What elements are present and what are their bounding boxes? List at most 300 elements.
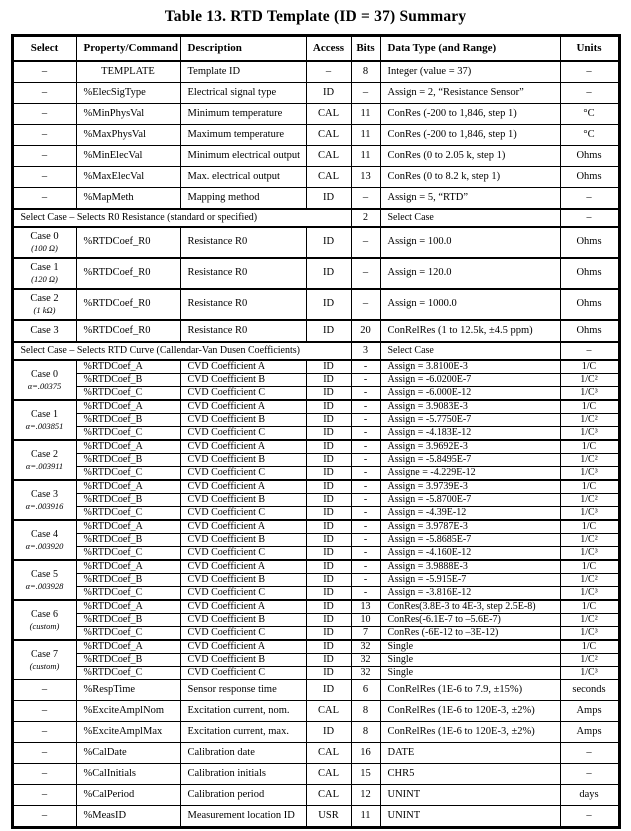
cell-units: 1/C [560, 360, 619, 374]
cell-select [12, 188, 76, 210]
cell-description: CVD Coefficient C [180, 427, 306, 441]
cell-units: 1/C³ [560, 507, 619, 521]
cell-property: %RTDCoef_C [76, 387, 180, 401]
cell-property: %RTDCoef_A [76, 640, 180, 654]
cell-property: %RTDCoef_B [76, 574, 180, 587]
case-label: – [41, 683, 48, 695]
cell-datatype: CHR5 [380, 764, 560, 785]
case-label: – [41, 788, 48, 800]
cell-access: ID [306, 547, 351, 561]
cell-select [12, 167, 76, 188]
cell-property: %MeasID [76, 806, 180, 828]
cell-access: ID [306, 534, 351, 547]
case-label: – [41, 191, 48, 203]
cell-property: %RTDCoef_A [76, 600, 180, 614]
cell-access: ID [306, 480, 351, 494]
cell-select [12, 400, 76, 440]
cell-access: CAL [306, 104, 351, 125]
cell-datatype: Single [380, 667, 560, 680]
cell-select [12, 227, 76, 258]
cell-datatype: Single [380, 654, 560, 667]
cell-units: Ohms [560, 146, 619, 167]
cell-select [12, 560, 76, 600]
cell-access: ID [306, 722, 351, 743]
cell-description: Template ID [180, 61, 306, 83]
cell-description: Maximum temperature [180, 125, 306, 146]
cell-datatype: Assign = -5.8700E-7 [380, 494, 560, 507]
table-row [12, 440, 619, 454]
cell-bits: - [351, 520, 380, 534]
cell-units: 1/C³ [560, 467, 619, 481]
table-row [12, 494, 619, 507]
cell-units: Ohms [560, 289, 619, 320]
cell-select [12, 520, 76, 560]
table-row [12, 374, 619, 387]
cell-bits: 7 [351, 627, 380, 641]
cell-description: CVD Coefficient A [180, 520, 306, 534]
cell-description: Minimum electrical output [180, 146, 306, 167]
cell-units: – [560, 806, 619, 828]
table-row [12, 547, 619, 561]
cell-description: Calibration initials [180, 764, 306, 785]
cell-bits: - [351, 360, 380, 374]
cell-bits: 11 [351, 104, 380, 125]
cell-select [12, 806, 76, 828]
cell-units: 1/C² [560, 534, 619, 547]
cell-description: CVD Coefficient B [180, 454, 306, 467]
cell-access: ID [306, 320, 351, 342]
table-row [12, 680, 619, 701]
cell-description: Sensor response time [180, 680, 306, 701]
case-label: Case 3 [31, 489, 58, 501]
cell-property: %RTDCoef_A [76, 480, 180, 494]
cell-access: ID [306, 360, 351, 374]
cell-datatype: Assign = -6.0200E-7 [380, 374, 560, 387]
cell-units: 1/C² [560, 614, 619, 627]
cell-units: 1/C² [560, 374, 619, 387]
cell-datatype: Assign = -5.7750E-7 [380, 414, 560, 427]
cell-property: %RTDCoef_R0 [76, 227, 180, 258]
cell-units: 1/C² [560, 494, 619, 507]
cell-datatype: ConRelRes (1E-6 to 7.9, ±15%) [380, 680, 560, 701]
cell-description: CVD Coefficient C [180, 667, 306, 680]
table-row [12, 574, 619, 587]
cell-property: TEMPLATE [76, 61, 180, 83]
table-row [12, 667, 619, 680]
cell-property: %RTDCoef_A [76, 400, 180, 414]
cell-datatype: ConRes (-6E-12 to –3E-12) [380, 627, 560, 641]
cell-units: Ohms [560, 258, 619, 289]
cell-access: – [306, 61, 351, 83]
cell-datatype: ConRelRes (1 to 12.5k, ±4.5 ppm) [380, 320, 560, 342]
table-row [12, 520, 619, 534]
cell-access: ID [306, 680, 351, 701]
cell-property: %MinPhysVal [76, 104, 180, 125]
cell-access: ID [306, 83, 351, 104]
cell-bits: - [351, 440, 380, 454]
cell-units: 1/C³ [560, 627, 619, 641]
cell-datatype: Integer (value = 37) [380, 61, 560, 83]
table-row [12, 806, 619, 828]
case-sub-label: α=.003928 [25, 580, 64, 591]
cell-access: ID [306, 467, 351, 481]
cell-access: ID [306, 640, 351, 654]
case-sub-label: (120 Ω) [31, 274, 58, 285]
cell-property: %RTDCoef_C [76, 427, 180, 441]
cell-access: ID [306, 227, 351, 258]
case-label: – [41, 767, 48, 779]
cell-access: CAL [306, 146, 351, 167]
cell-description: CVD Coefficient B [180, 574, 306, 587]
cell-datatype: Assign = 3.9083E-3 [380, 400, 560, 414]
cell-bits: 32 [351, 667, 380, 680]
cell-datatype: Assign = -4.183E-12 [380, 427, 560, 441]
case-label: – [41, 149, 48, 161]
table-row [12, 785, 619, 806]
cell-datatype: Assign = 2, “Resistance Sensor” [380, 83, 560, 104]
table-row [12, 640, 619, 654]
cell-datatype: ConRes (0 to 8.2 k, step 1) [380, 167, 560, 188]
table-row [12, 560, 619, 574]
table-row [12, 600, 619, 614]
cell-datatype: Assign = 3.8100E-3 [380, 360, 560, 374]
cell-datatype: ConRelRes (1E-6 to 120E-3, ±2%) [380, 722, 560, 743]
table-row [12, 167, 619, 188]
cell-units: 1/C [560, 400, 619, 414]
cell-property: %RTDCoef_R0 [76, 320, 180, 342]
cell-property: %RTDCoef_C [76, 667, 180, 680]
cell-datatype: ConRes (0 to 2.05 k, step 1) [380, 146, 560, 167]
table-row [12, 83, 619, 104]
cell-units: 1/C³ [560, 667, 619, 680]
cell-units: – [560, 743, 619, 764]
cell-property: %RTDCoef_R0 [76, 258, 180, 289]
cell-select [12, 320, 76, 342]
cell-datatype: Assign = -4.160E-12 [380, 547, 560, 561]
case-sub-label: α=.003911 [25, 460, 64, 471]
cell-select [12, 600, 76, 640]
cell-property: %RTDCoef_A [76, 360, 180, 374]
case-label: Case 5 [31, 569, 58, 581]
case-sub-label: (custom) [29, 660, 60, 671]
cell-bits: - [351, 534, 380, 547]
cell-units: 1/C³ [560, 587, 619, 601]
cell-bits: 11 [351, 806, 380, 828]
table-row [12, 467, 619, 481]
column-header-units: Units [560, 36, 619, 62]
cell-datatype: ConRes(-6.1E-7 to –5.6E-7) [380, 614, 560, 627]
cell-select [12, 258, 76, 289]
cell-access: CAL [306, 125, 351, 146]
case-label: Case 2 [30, 293, 59, 305]
cell-description: CVD Coefficient B [180, 534, 306, 547]
cell-datatype: Assign = 120.0 [380, 258, 560, 289]
table-row [12, 743, 619, 764]
cell-access: USR [306, 806, 351, 828]
cell-access: ID [306, 654, 351, 667]
cell-bits: - [351, 467, 380, 481]
table-title: Table 13. RTD Template (ID = 37) Summary [164, 8, 467, 25]
cell-bits: - [351, 574, 380, 587]
cell-datatype: Assign = 100.0 [380, 227, 560, 258]
cell-property: %CalPeriod [76, 785, 180, 806]
cell-units: – [560, 764, 619, 785]
cell-datatype: DATE [380, 743, 560, 764]
cell-access: ID [306, 507, 351, 521]
cell-bits: - [351, 454, 380, 467]
cell-datatype: Assign = -5.8685E-7 [380, 534, 560, 547]
cell-access: ID [306, 600, 351, 614]
cell-units: – [560, 209, 619, 227]
cell-property: %ExciteAmplNom [76, 701, 180, 722]
cell-datatype: ConRes (-200 to 1,846, step 1) [380, 104, 560, 125]
cell-bits: 11 [351, 125, 380, 146]
cell-description: CVD Coefficient C [180, 507, 306, 521]
cell-bits: - [351, 547, 380, 561]
cell-bits: 20 [351, 320, 380, 342]
case-label: – [41, 746, 48, 758]
cell-bits: – [351, 188, 380, 210]
cell-description: CVD Coefficient C [180, 627, 306, 641]
column-header-description: Description [180, 36, 306, 62]
cell-units: 1/C [560, 520, 619, 534]
cell-description: CVD Coefficient C [180, 467, 306, 481]
select-case-section-row [12, 209, 619, 227]
cell-datatype: ConRes (-200 to 1,846, step 1) [380, 125, 560, 146]
cell-datatype: Assigne = -4.229E-12 [380, 467, 560, 481]
cell-units: 1/C [560, 640, 619, 654]
cell-select [12, 83, 76, 104]
cell-select [12, 289, 76, 320]
cell-units: – [560, 188, 619, 210]
cell-units: 1/C³ [560, 387, 619, 401]
case-label: – [41, 725, 48, 737]
cell-access: ID [306, 258, 351, 289]
cell-description: CVD Coefficient A [180, 600, 306, 614]
case-sub-label: α=.00375 [27, 380, 62, 391]
cell-units: Amps [560, 701, 619, 722]
case-sub-label: (1 kΩ) [33, 305, 56, 316]
table-row [12, 654, 619, 667]
table-row [12, 400, 619, 414]
cell-datatype: Single [380, 640, 560, 654]
cell-bits: - [351, 414, 380, 427]
cell-select [12, 146, 76, 167]
cell-property: %ExciteAmplMax [76, 722, 180, 743]
column-header-bits: Bits [351, 36, 380, 62]
cell-select [12, 360, 76, 400]
table-header-row [12, 36, 619, 62]
cell-datatype: Assign = -4.39E-12 [380, 507, 560, 521]
table-row [12, 258, 619, 289]
cell-units: – [560, 83, 619, 104]
cell-description: Resistance R0 [180, 227, 306, 258]
cell-bits: – [351, 258, 380, 289]
table-body [12, 61, 619, 828]
cell-access: ID [306, 427, 351, 441]
table-row [12, 480, 619, 494]
cell-datatype: UNINT [380, 806, 560, 828]
cell-description: CVD Coefficient A [180, 360, 306, 374]
cell-select [12, 61, 76, 83]
cell-select [12, 125, 76, 146]
cell-bits: - [351, 387, 380, 401]
cell-units: days [560, 785, 619, 806]
cell-description: CVD Coefficient A [180, 400, 306, 414]
table-row [12, 104, 619, 125]
table-row [12, 722, 619, 743]
cell-access: ID [306, 560, 351, 574]
cell-access: CAL [306, 764, 351, 785]
cell-bits: - [351, 427, 380, 441]
cell-units: 1/C² [560, 574, 619, 587]
cell-datatype: Assign = 5, “RTD” [380, 188, 560, 210]
cell-description: Measurement location ID [180, 806, 306, 828]
table-row [12, 227, 619, 258]
table-row [12, 427, 619, 441]
cell-select [12, 680, 76, 701]
cell-access: ID [306, 494, 351, 507]
cell-description: Calibration date [180, 743, 306, 764]
section-label: Select Case – Selects R0 Resistance (standard or specified) [12, 209, 351, 227]
case-sub-label: α=.003851 [25, 420, 64, 431]
table-row [12, 320, 619, 342]
cell-description: Max. electrical output [180, 167, 306, 188]
case-label: Case 6 [31, 609, 58, 621]
cell-units: Ohms [560, 320, 619, 342]
column-header-select: Select [12, 36, 76, 62]
cell-units: 1/C [560, 440, 619, 454]
column-header-access: Access [306, 36, 351, 62]
cell-description: CVD Coefficient A [180, 440, 306, 454]
cell-access: ID [306, 520, 351, 534]
table-row [12, 764, 619, 785]
cell-property: %CalInitials [76, 764, 180, 785]
cell-select [12, 722, 76, 743]
table-row [12, 701, 619, 722]
cell-select [12, 440, 76, 480]
table-row [12, 289, 619, 320]
cell-units: 1/C³ [560, 547, 619, 561]
cell-access: ID [306, 400, 351, 414]
select-case-section-row [12, 342, 619, 360]
table-row [12, 387, 619, 401]
cell-bits: 3 [351, 342, 380, 360]
cell-property: %RTDCoef_B [76, 654, 180, 667]
cell-property: %RTDCoef_A [76, 560, 180, 574]
cell-access: ID [306, 374, 351, 387]
case-label: Case 1 [30, 262, 59, 274]
cell-property: %RTDCoef_B [76, 534, 180, 547]
cell-description: Electrical signal type [180, 83, 306, 104]
cell-bits: 6 [351, 680, 380, 701]
cell-property: %RTDCoef_B [76, 614, 180, 627]
cell-description: CVD Coefficient A [180, 480, 306, 494]
case-label: – [41, 809, 48, 821]
case-label: Case 0 [30, 231, 59, 243]
cell-description: CVD Coefficient B [180, 374, 306, 387]
cell-access: ID [306, 587, 351, 601]
cell-property: %RTDCoef_B [76, 374, 180, 387]
cell-property: %RTDCoef_C [76, 627, 180, 641]
cell-bits: 16 [351, 743, 380, 764]
cell-access: ID [306, 667, 351, 680]
cell-datatype: Select Case [380, 209, 560, 227]
table-row [12, 188, 619, 210]
cell-bits: 8 [351, 722, 380, 743]
case-label: – [41, 704, 48, 716]
cell-bits: - [351, 374, 380, 387]
cell-bits: 13 [351, 167, 380, 188]
cell-datatype: Assign = 1000.0 [380, 289, 560, 320]
cell-units: °C [560, 125, 619, 146]
cell-select [12, 743, 76, 764]
table-row [12, 587, 619, 601]
cell-access: ID [306, 289, 351, 320]
cell-bits: 15 [351, 764, 380, 785]
cell-access: ID [306, 627, 351, 641]
column-header-datatype: Data Type (and Range) [380, 36, 560, 62]
cell-bits: 8 [351, 701, 380, 722]
cell-datatype: ConRelRes (1E-6 to 120E-3, ±2%) [380, 701, 560, 722]
cell-description: CVD Coefficient B [180, 494, 306, 507]
cell-description: Minimum temperature [180, 104, 306, 125]
case-sub-label: α=.003920 [25, 540, 64, 551]
cell-datatype: Assign = -5.8495E-7 [380, 454, 560, 467]
cell-bits: - [351, 400, 380, 414]
cell-access: ID [306, 574, 351, 587]
case-label: Case 3 [30, 324, 59, 336]
cell-datatype: Assign = 3.9739E-3 [380, 480, 560, 494]
table-row [12, 614, 619, 627]
table-row [12, 454, 619, 467]
cell-units: 1/C³ [560, 427, 619, 441]
cell-bits: – [351, 83, 380, 104]
cell-bits: 32 [351, 654, 380, 667]
cell-units: 1/C [560, 560, 619, 574]
table-row [12, 125, 619, 146]
cell-description: CVD Coefficient A [180, 640, 306, 654]
cell-bits: – [351, 227, 380, 258]
column-header-property: Property/Command [76, 36, 180, 62]
cell-description: Resistance R0 [180, 289, 306, 320]
cell-bits: - [351, 507, 380, 521]
case-label: – [41, 86, 48, 98]
cell-description: CVD Coefficient C [180, 387, 306, 401]
cell-property: %CalDate [76, 743, 180, 764]
case-label: – [41, 170, 48, 182]
cell-bits: 32 [351, 640, 380, 654]
cell-datatype: Assign = -5.915E-7 [380, 574, 560, 587]
table-row [12, 534, 619, 547]
cell-property: %MaxPhysVal [76, 125, 180, 146]
cell-units: 1/C [560, 480, 619, 494]
cell-units: – [560, 61, 619, 83]
cell-select [12, 640, 76, 680]
case-label: Case 7 [31, 649, 58, 661]
case-label: – [41, 107, 48, 119]
cell-property: %RTDCoef_C [76, 467, 180, 481]
cell-bits: 2 [351, 209, 380, 227]
table-row [12, 360, 619, 374]
table-row [12, 627, 619, 641]
cell-units: 1/C² [560, 414, 619, 427]
cell-units: °C [560, 104, 619, 125]
cell-description: Resistance R0 [180, 258, 306, 289]
cell-property: %RTDCoef_B [76, 494, 180, 507]
cell-select [12, 764, 76, 785]
cell-description: CVD Coefficient B [180, 614, 306, 627]
